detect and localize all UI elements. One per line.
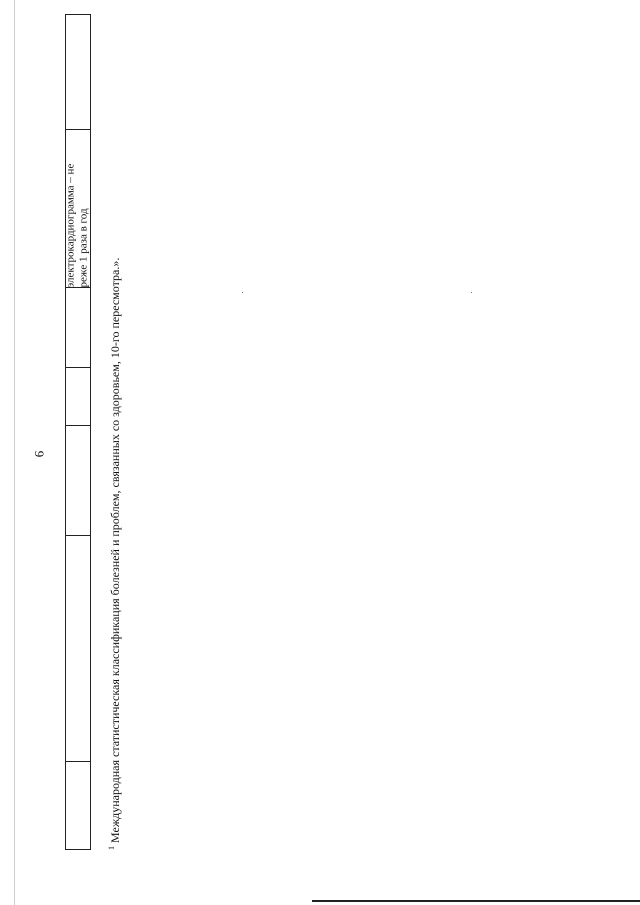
table-column-divider [66, 761, 90, 762]
table-cell-line: электрокардиограмма – не [64, 163, 77, 288]
scan-speck [242, 292, 243, 293]
footnote-marker: 1 [107, 846, 116, 850]
table-cell-ecg [64, 128, 91, 288]
table-column-divider [66, 535, 90, 536]
footnote-text: Международная статистическая классификация болезней и проблем, связанных со здоровьем, 10-го пересмотра.». [108, 257, 122, 846]
scan-speck [471, 292, 472, 293]
table-column-divider [66, 367, 90, 368]
scan-edge-line [14, 0, 15, 905]
scan-bottom-edge [312, 900, 640, 902]
table-cell-line: реже 1 раза в год [77, 208, 90, 288]
page-number: 9 [32, 450, 47, 458]
footnote [108, 205, 123, 850]
table-column-divider [66, 425, 90, 426]
